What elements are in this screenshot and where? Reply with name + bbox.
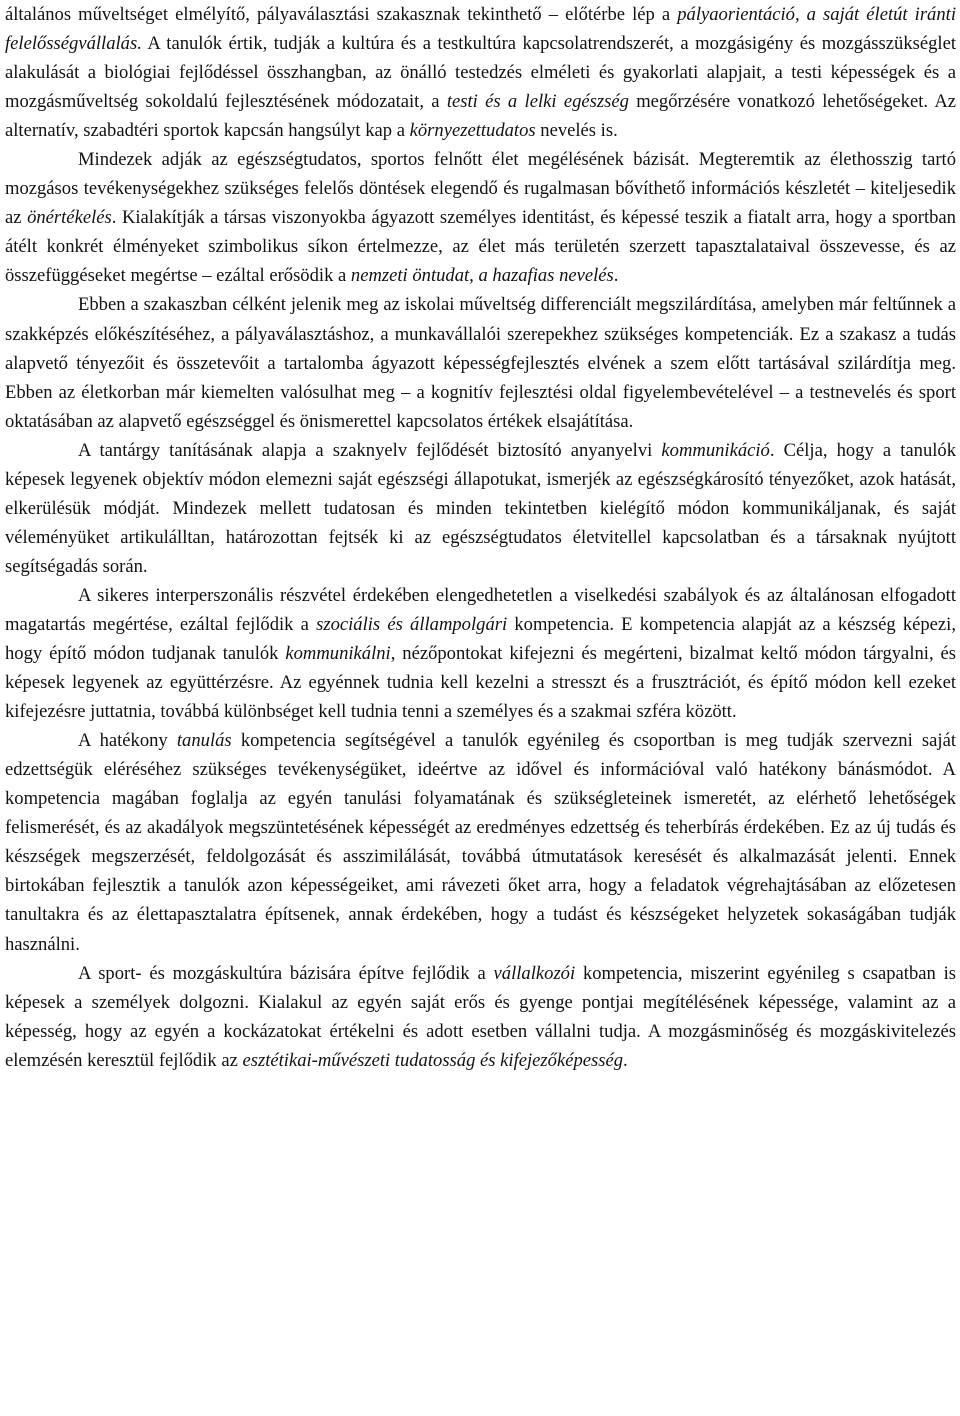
text-run: A tantárgy tanításának alapja a szaknyelv fejlődését biztosító anyanyelvi (78, 439, 662, 461)
italic-run: vállalkozói (493, 962, 576, 984)
document-page (5, 0, 956, 1075)
text-run: kompetencia. E kompetencia alapját az a készség képezi, hogy építő módon tudjanak tanulók (5, 613, 956, 665)
paragraph-4 (5, 436, 956, 581)
italic-run: kommunikáció (661, 439, 770, 461)
paragraph-1 (5, 0, 956, 145)
text-run: Ebben a szakaszban célként jelenik meg az iskolai műveltség differenciált megszilárdítása, amelyben már feltűnnek a szakképzés előkészítéséhez, a pályaválasztáshoz, a munkavállalói szerepekhez szükséges kompetenciák. Ez a szakasz a tudás alapvető tényezőit és összetevőit a tartalomba ágyazott képességfejlesztés elvének a szem előtt tartásával szilárdítja meg. Ebben az életkorban már kiemelten valósulhat meg – a kognitív fejlesztési oldal figyelembevételével – a testnevelés és sport oktatásában az alapvető egészséggel és önismerettel kapcsolatos értékek elsajátítása. (5, 294, 956, 432)
text-run: A sport- és mozgáskultúra bázisára építve fejlődik a (78, 962, 494, 984)
text-run: megőrzésére vonatkozó lehetőségeket. Az alternatív, szabadtéri sportok kapcsán hangsúlyt kap a (5, 91, 957, 142)
text-run: A sikeres interperszonális részvétel érdekében elengedhetetlen a viselkedési szabályok és az általánosan elfogadott magatartás megértése, ezáltal fejlődik a (5, 584, 956, 635)
italic-run: esztétikai-művészeti tudatosság és kifejezőképesség (242, 1049, 624, 1071)
text-run: . (613, 265, 619, 287)
italic-run: környezettudatos (409, 120, 536, 142)
italic-run: tanulás (176, 730, 232, 752)
paragraph-2 (5, 145, 956, 290)
text-run: , nézőpontokat kifejezni és megérteni, bizalmat keltő módon tárgyalni, és képesek legyenek az együttérzésre. Az egyénnek tudnia kell kezelni a stresszt és a frusztrációt, és építő módon kell ezeket kifejezésre juttatnia, továbbá különbséget kell tudnia tenni a személyes és a szakmai szféra között. (5, 643, 956, 723)
paragraph-7 (5, 959, 956, 1075)
text-run: A hatékony (78, 730, 177, 752)
text-run: A tanulók értik, tudják a kultúra és a testkultúra kapcsolatrendszerét, a mozgásigény és mozgásszükséglet alakulását a biológiai fejlődéssel összhangban, az önálló testedzés elméleti és gyakorlati alapjait, a testi képességek és a mozgásműveltség sokoldalú fejlesztésének módozatait, a (5, 33, 956, 113)
italic-run: testi és a lelki egészség (446, 91, 629, 113)
text-run: . Kialakítják a társas viszonyokba ágyazott személyes identitást, és képessé teszik a fiatalt arra, hogy a sportban átélt konkrét élményeket szimbolikus síkon értelmezze, az élet más területén szerzett tapasztalataival összevesse, és az összefüggéseket megértse – ezáltal erősödik a (5, 207, 956, 287)
italic-run: önértékelés (27, 207, 112, 229)
text-run: kompetencia, miszerint egyénileg s csapatban is képesek a személyek dolgozni. Kialakul az egyén saját erős és gyenge pontjai megítélésének képessége, valamint az a képesség, hogy az egyén a kockázatokat értékelni és adott esetben vállalni tudja. A mozgásminőség és mozgáskivitelezés elemzésén keresztül fejlődik az (5, 962, 956, 1071)
text-run: általános műveltséget elmélyítő, pályaválasztási szakasznak tekinthető – előtérbe lép a (5, 4, 678, 25)
italic-run: kommunikálni (285, 643, 391, 665)
italic-run: pályaorientáció, a saját életút iránti felelősségvállalás. (5, 4, 956, 55)
text-run: nevelés is. (535, 120, 618, 142)
paragraph-6 (5, 726, 956, 958)
paragraph-3 (5, 290, 956, 435)
italic-run: szociális és állampolgári (316, 613, 508, 635)
text-run: kompetencia segítségével a tanulók egyénileg és csoportban is meg tudják szervezni saját edzettségük eléréséhez szükséges tevékenységüket, ideértve az idővel és információval való hatékony bánásmódot. A kompetencia magában foglalja az egyén tanulási folyamatának és szükségleteinek ismeretét, az elérhető lehetőségek felismerését, és az akadályok megszüntetésének képességét az eredményes edzettség és teherbírás érdekében. Ez az új tudás és készségek megszerzését, feldolgozását és asszimilálását, továbbá útmutatások keresését és alkalmazását jelenti. Ennek birtokában fejlesztik a tanulók azon képességeiket, ami rávezeti őket arra, hogy a feladatok végrehajtásában az előzetesen tanultakra és az élettapasztalatra építsenek, annak érdekében, hogy a tudást és készségeket helyzetek sokaságában tudják használni. (5, 730, 956, 955)
text-run: . Célja, hogy a tanulók képesek legyenek objektív módon elemezni saját egészségi állapotukat, ismerjék az egészségkárosító tényezőket, azok hatását, elkerülésük módját. Mindezek mellett tudatosan és minden tekintetben kielégítő módon kommunikáljanak, és saját véleményüket artikulálltan, határozottan fejtsék ki az egészségtudatos életvitellel kapcsolatban és a társaknak nyújtott segítségadás során. (5, 439, 957, 577)
text-run: . (623, 1049, 628, 1071)
italic-run: nemzeti öntudat, a hazafias nevelés (350, 265, 614, 287)
text-run: Mindezek adják az egészségtudatos, sportos felnőtt élet megélésének bázisát. Megteremtik az élethosszig tartó mozgásos tevékenységekhez szükséges felelős döntések elegendő és rugalmasan bővíthető információs készletét – kiteljesedik az (5, 149, 956, 229)
paragraph-5 (5, 581, 956, 726)
